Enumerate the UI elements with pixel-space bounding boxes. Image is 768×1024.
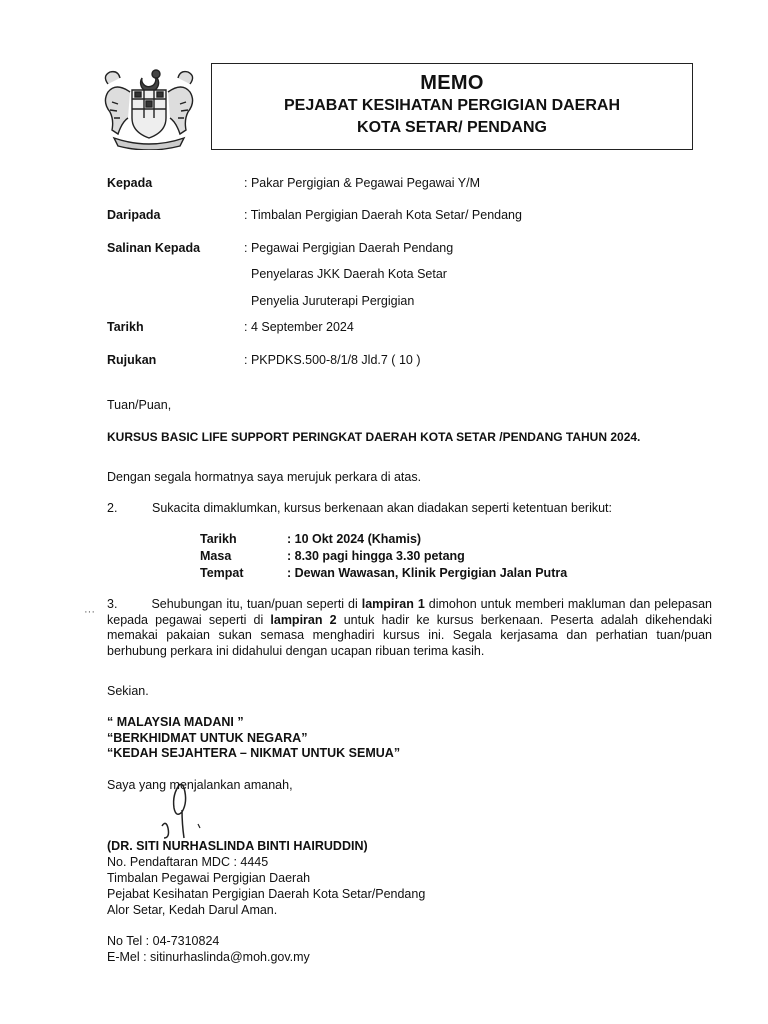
slogan-2: “BERKHIDMAT UNTUK NEGARA” <box>107 730 308 745</box>
handwritten-signature <box>140 780 210 840</box>
subject-line: KURSUS BASIC LIFE SUPPORT PERINGKAT DAERAH KOTA SETAR /PENDANG TAHUN 2024. <box>107 430 641 444</box>
event-tarikh-value: : 10 Okt 2024 (Khamis) <box>287 532 422 546</box>
signatory-name: (DR. SITI NURHASLINDA BINTI HAIRUDDIN) <box>107 839 368 853</box>
event-tempat-label: Tempat <box>200 566 244 580</box>
rujukan-value: : PKPDKS.500-8/1/8 Jld.7 ( 10 ) <box>244 353 421 367</box>
lampiran-2-ref: lampiran 2 <box>270 612 337 627</box>
salinan-value-1: : Pegawai Pergigian Daerah Pendang <box>244 241 454 255</box>
signatory-office: Pejabat Kesihatan Pergigian Daerah Kota Setar/Pendang <box>107 887 426 901</box>
signatory-address: Alor Setar, Kedah Darul Aman. <box>107 903 278 917</box>
signatory-title: Timbalan Pegawai Pergigian Daerah <box>107 871 311 885</box>
closing-line: Saya yang menjalankan amanah, <box>107 778 293 792</box>
paragraph-3-text-2: dimohon untuk memberi makluman dan pelepasan kepada pegawai seperti di <box>107 597 712 627</box>
event-masa-label: Masa <box>200 549 232 563</box>
paragraph-3-text-1: Sehubungan itu, tuan/puan seperti di <box>151 597 362 611</box>
daripada-label: Daripada <box>107 208 161 222</box>
paragraph-2-text: Sukacita dimaklumkan, kursus berkenaan akan diadakan seperti ketentuan berikut: <box>152 501 612 515</box>
paragraph-3-number: 3. <box>107 597 118 611</box>
tarikh-value: : 4 September 2024 <box>244 320 354 334</box>
kepada-label: Kepada <box>107 176 153 190</box>
event-masa-value: : 8.30 pagi hingga 3.30 petang <box>287 549 465 563</box>
coat-of-arms-icon <box>94 62 204 150</box>
event-tempat-value: : Dewan Wawasan, Klinik Pergigian Jalan Putra <box>287 566 568 580</box>
tarikh-label: Tarikh <box>107 320 144 334</box>
sekian: Sekian. <box>107 684 149 698</box>
daripada-value: : Timbalan Pergigian Daerah Kota Setar/ Pendang <box>244 208 522 222</box>
salinan-value-3: Penyelia Juruterapi Pergigian <box>251 294 415 308</box>
salinan-value-2: Penyelaras JKK Daerah Kota Setar <box>251 267 447 281</box>
memo-title: MEMO <box>420 72 484 94</box>
lampiran-1-ref: lampiran 1 <box>361 597 425 611</box>
margin-mark: ··· <box>84 606 95 618</box>
slogan-block <box>107 715 400 762</box>
paragraph-3 <box>107 597 712 659</box>
intro-paragraph: Dengan segala hormatnya saya merujuk perkara di atas. <box>107 470 422 484</box>
rujukan-label: Rujukan <box>107 353 157 367</box>
salutation: Tuan/Puan, <box>107 398 172 412</box>
paragraph-3-text-3: untuk hadir ke kursus berkenaan. Peserta adalah dikehendaki memakai pakaian sukan semasa menghadiri kursus ini. Segala kerjasama dan perhatian tuan/puan berhubung perkara ini didahului dengan ucapan ribuan terima kasih. <box>107 612 712 658</box>
event-tarikh-label: Tarikh <box>200 532 237 546</box>
office-name-line1: PEJABAT KESIHATAN PERGIGIAN DAERAH <box>283 97 621 114</box>
memo-header-box <box>211 63 693 150</box>
contact-tel: No Tel : 04-7310824 <box>107 934 220 948</box>
contact-email[interactable]: E-Mel : sitinurhaslinda@moh.gov.my <box>107 950 310 964</box>
signatory-mdc: No. Pendaftaran MDC : 4445 <box>107 855 269 869</box>
slogan-3: “KEDAH SEJAHTERA – NIKMAT UNTUK SEMUA” <box>107 746 401 760</box>
paragraph-2-number: 2. <box>107 501 118 515</box>
office-name-line2: KOTA SETAR/ PENDANG <box>357 119 547 136</box>
kepada-value: : Pakar Pergigian & Pegawai Pegawai Y/M <box>244 176 481 190</box>
contact-block <box>107 933 310 965</box>
signatory-block <box>107 838 425 918</box>
salinan-label: Salinan Kepada <box>107 241 201 255</box>
slogan-1: “ MALAYSIA MADANI ” <box>107 715 244 729</box>
